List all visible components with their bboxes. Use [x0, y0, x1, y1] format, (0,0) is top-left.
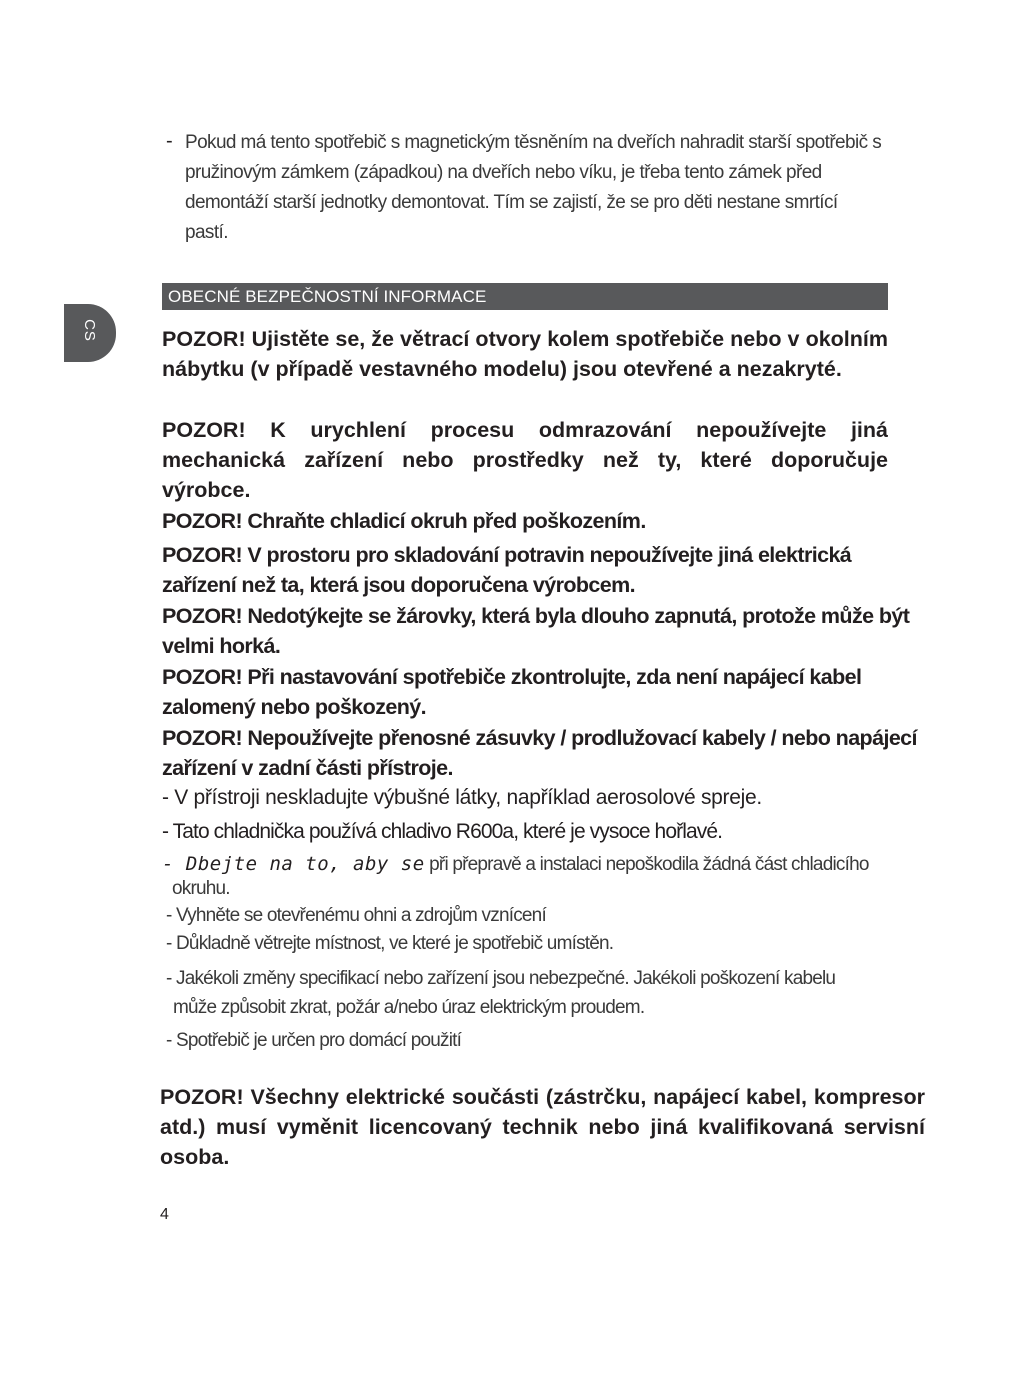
- item-transport-text: při přepravě a instalaci nepoškodila žádná část chladicího: [424, 854, 869, 875]
- warning-vents: POZOR! Ujistěte se, že větrací otvory kolem spotřebiče nebo v okolním nábytku (v případě vestavného modelu) jsou otevřené a nezakryté.: [162, 327, 888, 381]
- language-tab: [64, 304, 116, 362]
- language-tab-label: CS: [80, 319, 98, 342]
- item-household-use: - Spotřebič je určen pro domácí použití: [166, 1030, 462, 1051]
- item-transport: [162, 852, 922, 901]
- page-number: 4: [160, 1206, 169, 1223]
- warning-bulb: POZOR! Nedotýkejte se žárovky, která byla dlouho zapnutá, protože může být velmi horká.: [162, 604, 910, 658]
- item-modifications-line1: - Jakékoli změny specifikací nebo zařízení jsou nebezpečné. Jakékoli poškození kabelu: [166, 968, 836, 989]
- warning-defrost: POZOR! K urychlení procesu odmrazování nepoužívejte jiná mechanická zařízení nebo prostředky než ty, které doporučuje výrobce.: [162, 418, 888, 502]
- top-item-bullet: -: [166, 130, 173, 152]
- item-transport-handwritten: - Dbejte na to, aby se: [162, 853, 425, 875]
- top-item-text: Pokud má tento spotřebič s magnetickým těsněním na dveřích nahradit starší spotřebič s pružinovým zámkem (západkou) na dveřích nebo víku, je třeba tento zámek před demontáží starší jednotky demontovat. Tím se zajistí, že se pro děti nestane smrtící pastí.: [185, 132, 882, 243]
- item-transport-continuation: okruhu.: [172, 878, 230, 899]
- warning-circuit: POZOR! Chraňte chladicí okruh před poškozením.: [162, 509, 646, 533]
- warning-power-cable: POZOR! Při nastavování spotřebiče zkontrolujte, zda není napájecí kabel zalomený nebo poškozený.: [162, 665, 862, 719]
- section-title: OBECNÉ BEZPEČNOSTNÍ INFORMACE: [162, 283, 888, 310]
- warning-electrical-devices: POZOR! V prostoru pro skladování potravin nepoužívejte jiná elektrická zařízení než ta, která jsou doporučena výrobcem.: [162, 543, 852, 597]
- warning-portable-sockets: POZOR! Nepoužívejte přenosné zásuvky / prodlužovací kabely / nebo napájecí zařízení v zadní části přístroje.: [162, 726, 917, 780]
- item-ventilate: - Důkladně větrejte místnost, ve které je spotřebič umístěn.: [166, 933, 614, 954]
- item-open-fire: - Vyhněte se otevřenému ohni a zdrojům vznícení: [166, 905, 546, 926]
- item-explosives: - V přístroji neskladujte výbušné látky, například aerosolové spreje.: [162, 786, 762, 809]
- item-modifications-line2: může způsobit zkrat, požár a/nebo úraz elektrickým proudem.: [173, 997, 645, 1018]
- item-refrigerant: - Tato chladnička používá chladivo R600a, které je vysoce hořlavé.: [162, 820, 723, 843]
- item-modifications: [166, 964, 926, 1022]
- warning-electrical-parts: POZOR! Všechny elektrické součásti (zástrčku, napájecí kabel, kompresor atd.) musí vyměnit licencovaný technik nebo jiná kvalifikovaná servisní osoba.: [160, 1085, 925, 1169]
